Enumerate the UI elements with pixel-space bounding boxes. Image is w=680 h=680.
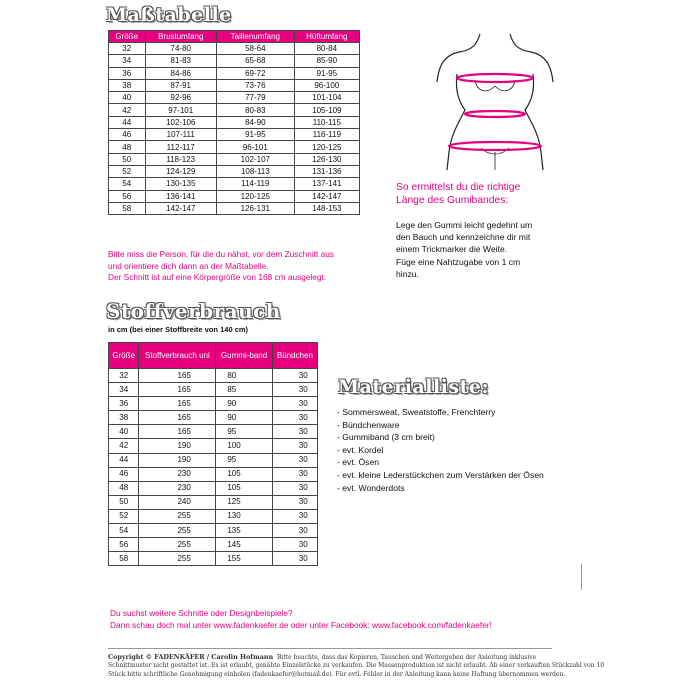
fabric-table-cell: 54 (109, 524, 139, 538)
size-table-cell: 52 (109, 165, 146, 177)
fabric-table-cell: 90 (216, 397, 272, 411)
fabric-table-cell: 240 (139, 495, 216, 509)
fabric-table-row (109, 552, 318, 566)
fabric-table-cell: 230 (139, 481, 216, 495)
size-table-cell: 142-147 (145, 202, 216, 214)
fabric-table-cell: 38 (109, 411, 139, 425)
fabric-table-row (109, 453, 318, 467)
fabric-table-cell: 30 (272, 439, 317, 453)
footer (108, 653, 605, 679)
fabric-table-cell: 30 (272, 481, 317, 495)
fabric-table-cell: 30 (272, 383, 317, 397)
fabric-table-cell: 165 (139, 425, 216, 439)
fabric-table-cell: 32 (109, 369, 139, 383)
size-table-cell: 50 (109, 153, 146, 165)
size-table-cell: 97-101 (145, 104, 216, 116)
footer-line1: Bitte beachte, dass das Kopieren, Tauschen und Weitergeben der Anleitung inklusive (277, 654, 537, 661)
material-item: - Gummiband (3 cm breit) (337, 432, 435, 443)
size-table-cell: 91-95 (294, 67, 359, 79)
size-table-cell: 48 (109, 141, 146, 153)
size-table-cell: 85-90 (294, 55, 359, 67)
fabric-table-cell: 30 (272, 453, 317, 467)
fabric-table-cell: 52 (109, 509, 139, 523)
fabric-table-cell: 135 (216, 524, 272, 538)
size-header-cell: Hüftumfang (294, 31, 359, 43)
size-table-cell: 34 (109, 55, 146, 67)
footer-line3: Stück bitte schriftliche Genehmigung einholen (fadenkaefer@hotmail.de). Für evtl. Fehler in der Anleitung kann keine Haftung übernommen werden. (108, 670, 566, 678)
size-table-cell: 110-115 (294, 116, 359, 128)
size-table-row (109, 67, 360, 79)
fabric-table-cell: 80 (216, 369, 272, 383)
elastic-title-line2: Länge des Gumibandes: (396, 195, 509, 206)
size-table-cell: 126-130 (294, 153, 359, 165)
fabric-table-cell: 44 (109, 453, 139, 467)
size-table-row (109, 202, 360, 214)
size-table-cell: 112-117 (145, 141, 216, 153)
size-header-cell: Größe (109, 31, 146, 43)
fabric-table-cell: 50 (109, 495, 139, 509)
footer-line2: Schnittmuster nicht gestattet ist. Es ist erlaubt, genähte Einzelstücke zu verkaufen. Die Massenproduktion ist nicht erlaubt. Ab einer verkauften Stückzahl von 10 (108, 662, 605, 670)
size-table-row (109, 116, 360, 128)
more-info (110, 607, 492, 631)
size-table-row (109, 141, 360, 153)
more-line2: Dann schau doch mal unter www.fadenkaefer.de oder unter Facebook: www.facebook.com/fadenkaefer! (110, 620, 492, 630)
size-table-cell: 114-119 (216, 178, 294, 190)
fabric-table-cell: 100 (216, 439, 272, 453)
size-table-cell: 46 (109, 129, 146, 141)
fabric-table-cell: 255 (139, 524, 216, 538)
size-table-cell: 84-90 (216, 116, 294, 128)
fabric-table-cell: 105 (216, 467, 272, 481)
fabric-table-cell: 165 (139, 383, 216, 397)
materials-list (337, 406, 544, 494)
size-table-row (109, 153, 360, 165)
fabric-table-subtitle: in cm (bei einer Stoffbreite von 140 cm) (108, 325, 249, 334)
elastic-title-line1: So ermittelst du die richtige (396, 182, 521, 193)
size-table-cell: 74-80 (145, 43, 216, 55)
fabric-table-cell: 30 (272, 509, 317, 523)
elastic-text-line4: Füge eine Nahtzugabe von 1 cm (396, 256, 521, 267)
size-table-cell: 80-84 (294, 43, 359, 55)
fabric-table-cell: 165 (139, 369, 216, 383)
size-table-cell: 130-135 (145, 178, 216, 190)
fabric-table-row (109, 369, 318, 383)
fabric-table-cell: 155 (216, 552, 272, 566)
fabric-header-cell: Bündchen (272, 343, 317, 369)
size-table-cell: 107-111 (145, 129, 216, 141)
footer-copyright: Copyright © FADENKÄFER / Carolin Hofmann (108, 653, 274, 661)
size-table-row (109, 43, 360, 55)
size-table-cell: 58 (109, 202, 146, 214)
fabric-table-cell: 190 (139, 453, 216, 467)
fabric-table-row (109, 481, 318, 495)
size-table-cell: 96-101 (216, 141, 294, 153)
fabric-table-cell: 130 (216, 509, 272, 523)
size-table-cell: 77-79 (216, 92, 294, 104)
fabric-header-cell: Größe (109, 343, 139, 369)
fabric-table-cell: 46 (109, 467, 139, 481)
size-note-line3: Der Schnitt ist auf eine Körpergröße von 168 cm ausgelegt. (108, 272, 327, 282)
fabric-table-row (109, 439, 318, 453)
size-table-cell: 56 (109, 190, 146, 202)
fabric-table-cell: 48 (109, 481, 139, 495)
fabric-table-cell: 255 (139, 538, 216, 552)
fabric-header-cell: Gummi-band (216, 343, 272, 369)
material-item: - evt. Ösen (337, 457, 380, 468)
size-table-cell: 118-123 (145, 153, 216, 165)
fabric-table-cell: 90 (216, 411, 272, 425)
fabric-header-cell: Stoffverbrauch uni (139, 343, 216, 369)
fabric-table-cell: 165 (139, 397, 216, 411)
size-table-row (109, 129, 360, 141)
fabric-table-cell: 230 (139, 467, 216, 481)
size-table-cell: 101-104 (294, 92, 359, 104)
fabric-table-title: Stoffverbrauch (106, 299, 281, 323)
size-table-cell: 92-96 (145, 92, 216, 104)
size-table-cell: 32 (109, 43, 146, 55)
fabric-table-cell: 255 (139, 552, 216, 566)
fabric-table-cell: 190 (139, 439, 216, 453)
elastic-text (396, 219, 532, 280)
material-item: - evt. Kordel (337, 444, 384, 455)
fabric-table-cell: 85 (216, 383, 272, 397)
fabric-table-cell: 30 (272, 524, 317, 538)
size-note-line1: Bitte miss die Person, für die du nähst, vor dem Zuschnitt aus (108, 249, 334, 259)
fabric-table-cell: 40 (109, 425, 139, 439)
size-table-cell: 108-113 (216, 165, 294, 177)
size-table-row (109, 104, 360, 116)
size-table-cell: 102-106 (145, 116, 216, 128)
elastic-title (396, 181, 520, 207)
size-table (108, 30, 360, 215)
size-table-cell: 126-131 (216, 202, 294, 214)
size-table-cell: 142-147 (294, 190, 359, 202)
fabric-table-cell: 42 (109, 439, 139, 453)
fabric-table-cell: 30 (272, 552, 317, 566)
size-table-cell: 54 (109, 178, 146, 190)
elastic-text-line3: einem Trickmarker die Weite. (396, 244, 508, 255)
size-table-cell: 148-153 (294, 202, 359, 214)
size-table-row (109, 178, 360, 190)
size-table-cell: 40 (109, 92, 146, 104)
fabric-table-cell: 105 (216, 481, 272, 495)
elastic-text-line2: den Bauch und kennzeichne dir mit (396, 232, 531, 243)
size-table-row (109, 55, 360, 67)
size-table-cell: 69-72 (216, 67, 294, 79)
size-header-cell: Taillenumfang (216, 31, 294, 43)
fabric-table-row (109, 425, 318, 439)
size-table-cell: 102-107 (216, 153, 294, 165)
size-table-cell: 58-64 (216, 43, 294, 55)
fabric-table-cell: 30 (272, 411, 317, 425)
size-table-cell: 120-125 (294, 141, 359, 153)
fabric-table (108, 342, 318, 566)
fabric-table-cell: 58 (109, 552, 139, 566)
size-table-title: Maßtabelle (106, 4, 232, 26)
size-table-cell: 120-125 (216, 190, 294, 202)
fabric-table-row (109, 509, 318, 523)
fabric-table-row (109, 397, 318, 411)
size-table-cell: 84-86 (145, 67, 216, 79)
material-item: - evt. kleine Lederstückchen zum Verstärken der Ösen (337, 469, 544, 480)
fabric-table-row (109, 524, 318, 538)
size-table-note (108, 249, 334, 284)
fabric-table-row (109, 467, 318, 481)
fabric-table-cell: 255 (139, 509, 216, 523)
fabric-table-cell: 145 (216, 538, 272, 552)
size-table-cell: 38 (109, 79, 146, 91)
fabric-table-cell: 56 (109, 538, 139, 552)
elastic-text-line1: Lege den Gummi leicht gedehnt um (396, 220, 533, 230)
fabric-table-cell: 30 (272, 425, 317, 439)
materials-title: Materialliste: (338, 376, 489, 398)
size-table-cell: 36 (109, 67, 146, 79)
size-table-cell: 131-136 (294, 165, 359, 177)
size-table-cell: 124-129 (145, 165, 216, 177)
material-item: - evt. Wonderdots (337, 482, 405, 493)
fabric-table-cell: 125 (216, 495, 272, 509)
body-figure-illustration (415, 30, 575, 175)
fabric-table-row (109, 383, 318, 397)
fabric-table-cell: 30 (272, 495, 317, 509)
size-table-cell: 87-91 (145, 79, 216, 91)
fabric-table-cell: 30 (272, 467, 317, 481)
fabric-table-row (109, 538, 318, 552)
size-table-cell: 136-141 (145, 190, 216, 202)
size-table-cell: 91-95 (216, 129, 294, 141)
size-table-cell: 81-83 (145, 55, 216, 67)
size-table-cell: 105-109 (294, 104, 359, 116)
fabric-table-row (109, 411, 318, 425)
divider-line (581, 564, 582, 590)
size-table-cell: 42 (109, 104, 146, 116)
elastic-text-line5: hinzu. (396, 268, 419, 279)
material-item: - Bündchenware (337, 419, 400, 430)
fabric-table-cell: 30 (272, 538, 317, 552)
fabric-table-row (109, 495, 318, 509)
size-note-line2: und orientiere dich dann an der Maßtabelle. (108, 260, 269, 271)
fabric-table-cell: 30 (272, 397, 317, 411)
size-table-row (109, 92, 360, 104)
size-table-row (109, 190, 360, 202)
fabric-table-cell: 30 (272, 369, 317, 383)
fabric-table-cell: 36 (109, 397, 139, 411)
material-item: - Sommersweat, Sweatstoffe, Frenchterry (337, 407, 496, 417)
fabric-table-cell: 34 (109, 383, 139, 397)
size-table-cell: 73-76 (216, 79, 294, 91)
size-table-cell: 116-119 (294, 129, 359, 141)
more-line1: Du suchst weitere Schnitte oder Designbeispiele? (110, 608, 293, 618)
size-table-cell: 137-141 (294, 178, 359, 190)
fabric-table-cell: 95 (216, 425, 272, 439)
size-table-row (109, 165, 360, 177)
size-table-cell: 80-83 (216, 104, 294, 116)
fabric-table-cell: 95 (216, 453, 272, 467)
size-table-cell: 65-68 (216, 55, 294, 67)
size-table-cell: 44 (109, 116, 146, 128)
size-header-cell: Brustumfang (145, 31, 216, 43)
fabric-table-cell: 165 (139, 411, 216, 425)
size-table-cell: 96-100 (294, 79, 359, 91)
footer-rule (108, 648, 552, 649)
size-table-row (109, 79, 360, 91)
